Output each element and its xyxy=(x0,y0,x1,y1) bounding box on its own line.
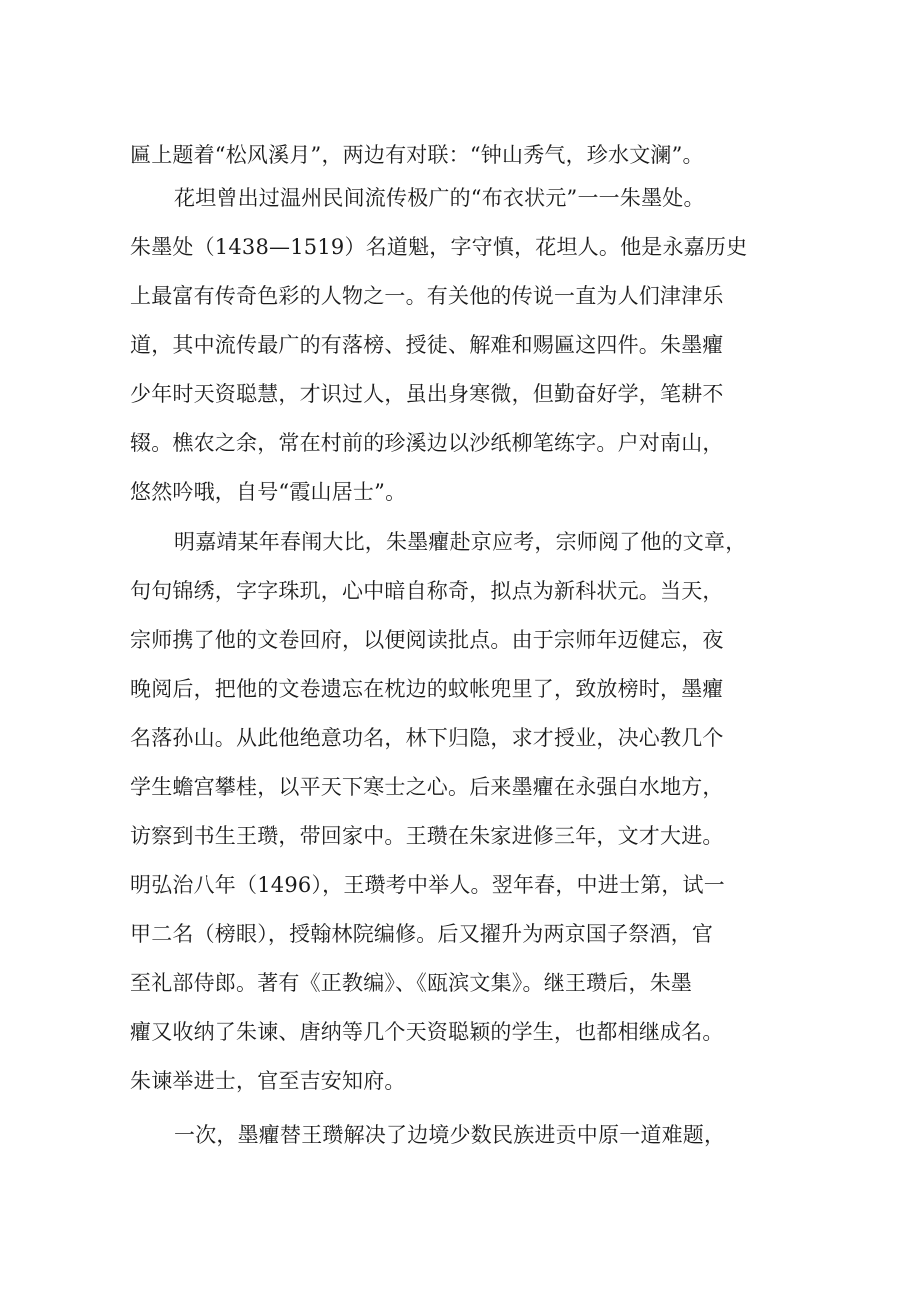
text-line: 匾上题着“松风溪月”，两边有对联：“钟山秀气，珍水文澜”。 xyxy=(130,143,704,167)
text-line: 上最富有传奇色彩的人物之一。有关他的传说一直为人们津津乐 xyxy=(130,284,724,308)
text-line: 名落孙山。从此他绝意功名，林下归隐，求才授业，决心教几个 xyxy=(130,726,724,750)
text-line: 访察到书生王瓒，带回家中。王瓒在朱家进修三年，文才大进。 xyxy=(130,824,724,848)
text-line: 学生蟾宫攀桂，以平天下寒士之心。后来墨癯在永强白水地方， xyxy=(130,775,724,799)
text-line: 句句锦绣，字字珠玑，心中暗自称奇，拟点为新科状元。当天， xyxy=(130,579,724,603)
text-line: 至礼部侍郎。著有《正教编》、《瓯滨文集》。继王瓒后，朱墨 xyxy=(130,971,693,995)
text-line: 甲二名（榜眼），授翰林院编修。后又擢升为两京国子祭酒，官 xyxy=(130,922,714,946)
text-line: 辍。樵农之余，常在村前的珍溪边以沙纸柳笔练字。户对南山， xyxy=(130,431,724,455)
text-line: 宗师携了他的文卷回府，以便阅读批点。由于宗师年迈健忘，夜 xyxy=(130,628,724,652)
text-line: 朱谏举进士，官至吉安知府。 xyxy=(130,1069,406,1093)
text-line: 癯又收纳了朱谏、唐纳等几个天资聪颖的学生，也都相继成名。 xyxy=(130,1020,724,1044)
text-line: 少年时天资聪慧，才识过人，虽出身寒微，但勤奋好学，笔耕不 xyxy=(130,382,724,406)
text-line: 花坦曾出过温州民间流传极广的“布衣状元”一一朱墨处。 xyxy=(174,186,705,210)
text-line: 明弘治八年（1496），王瓒考中举人。翌年春，中进士第，试一 xyxy=(130,873,725,897)
text-line: 道，其中流传最广的有落榜、授徒、解难和赐匾这四件。朱墨癯 xyxy=(130,333,724,357)
text-line: 晚阅后，把他的文卷遗忘在枕边的蚊帐兜里了，致放榜时，墨癯 xyxy=(130,677,724,701)
text-line: 明嘉靖某年春闱大比，朱墨癯赴京应考，宗师阅了他的文章， xyxy=(174,530,747,554)
text-line: 一次，墨癯替王瓒解决了边境少数民族进贡中原一道难题， xyxy=(174,1123,726,1147)
text-line: 悠然吟哦，自号“霞山居士”。 xyxy=(130,480,407,504)
text-line: 朱墨处（1438—1519）名道魁，字守慎，花坦人。他是永嘉历史 xyxy=(130,235,748,259)
